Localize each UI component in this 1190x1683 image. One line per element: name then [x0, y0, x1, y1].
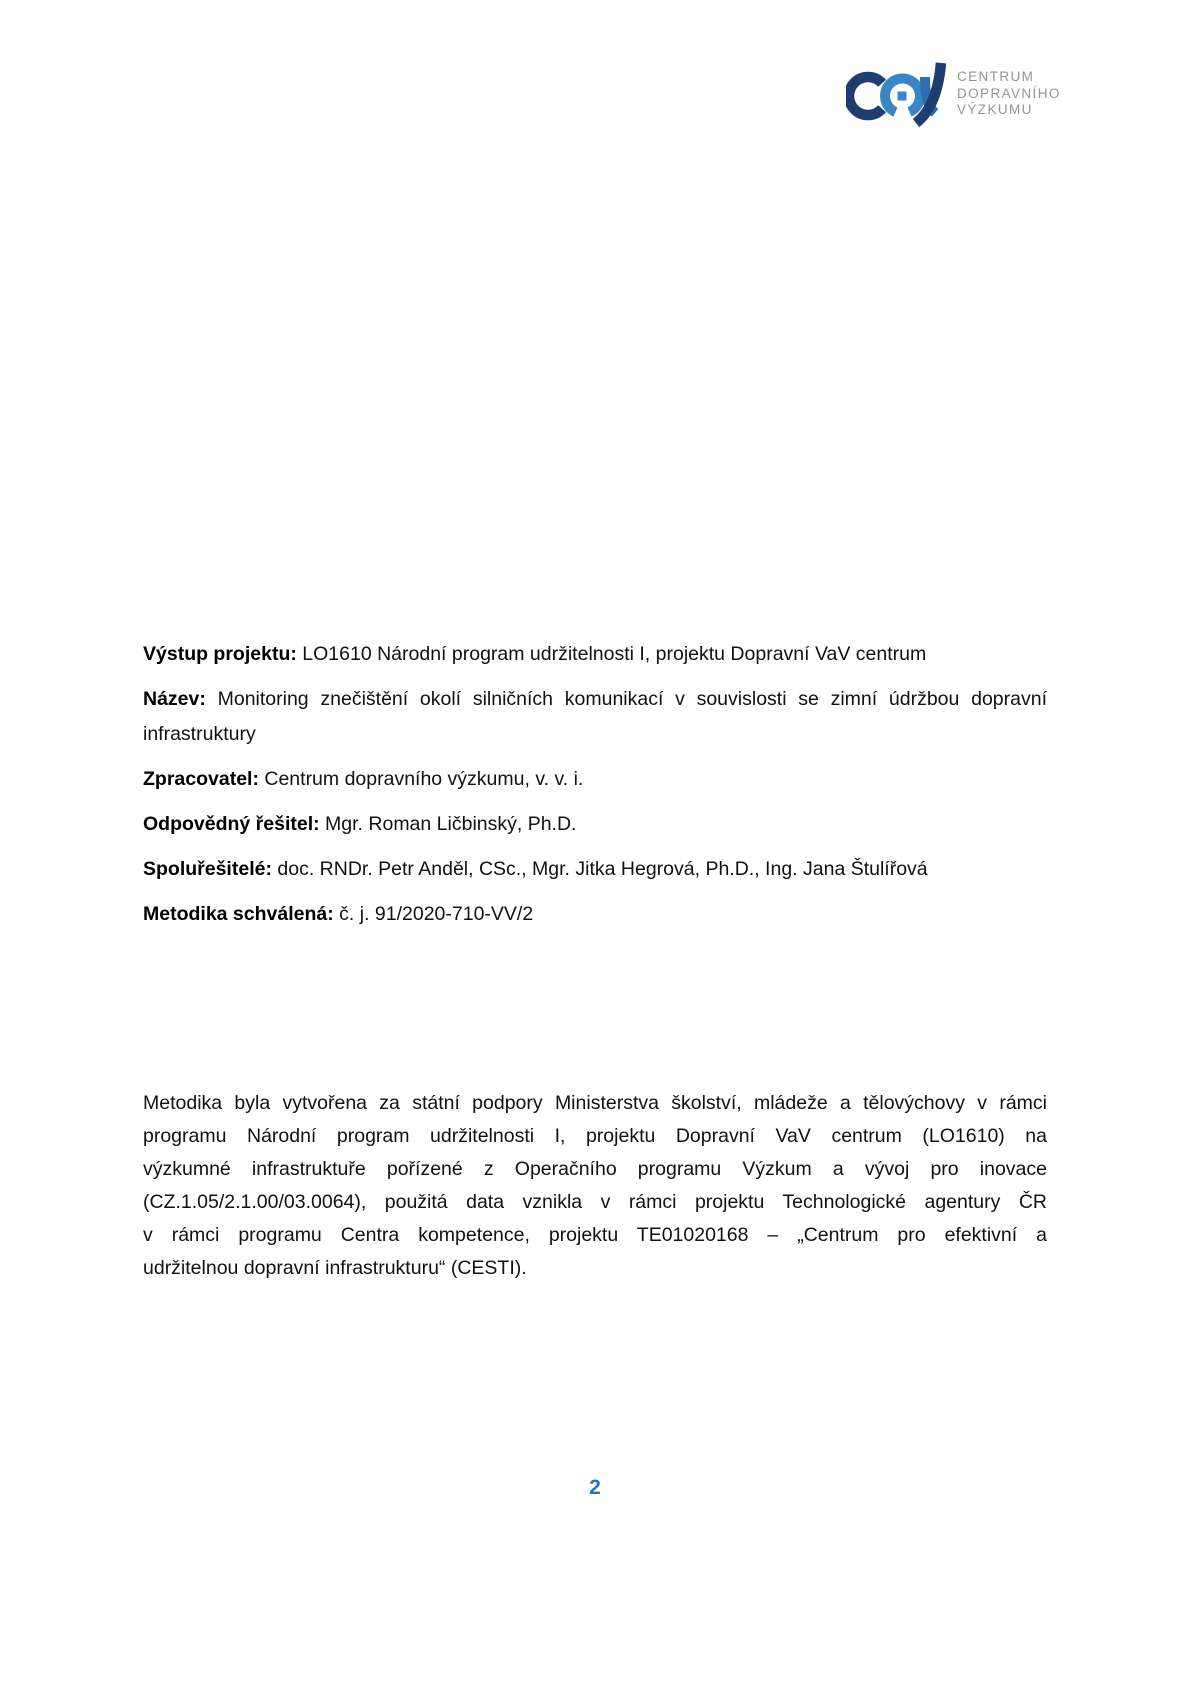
logo-line-3: VÝZKUMU	[957, 102, 1033, 118]
meta-co-researchers	[143, 852, 1047, 887]
meta-title-value: Monitoring znečištění okolí silničních komunikací v souvislosti se zimní údržbou dopravní infrastruktury	[143, 688, 1047, 745]
meta-approval	[143, 897, 1047, 932]
funding-line: udržitelnou dopravní infrastrukturu“ (CESTI).	[143, 1257, 527, 1279]
meta-output	[143, 637, 1047, 672]
cdv-logo-wordmark	[957, 69, 1061, 119]
meta-title	[143, 682, 1047, 752]
meta-processor-value: Centrum dopravního výzkumu, v. v. i.	[264, 768, 584, 790]
meta-lead-researcher-label: Odpovědný řešitel:	[143, 813, 320, 835]
meta-lead-researcher-value: Mgr. Roman Ličbinský, Ph.D.	[325, 813, 577, 835]
meta-approval-value: č. j. 91/2020-710-VV/2	[339, 903, 534, 925]
funding-line: v rámci programu Centra kompetence, projektu TE01020168 – „Centrum pro efektivní a	[143, 1224, 1047, 1246]
meta-lead-researcher	[143, 807, 1047, 842]
project-metadata	[143, 637, 1047, 942]
meta-output-value: LO1610 Národní program udržitelnosti I, projektu Dopravní VaV centrum	[302, 643, 927, 665]
cdv-logo	[846, 60, 1061, 128]
funding-paragraph	[143, 1087, 1047, 1285]
meta-title-label: Název:	[143, 688, 206, 710]
funding-line: Metodika byla vytvořena za státní podpory Ministerstva školství, mládeže a tělovýchovy v rámci	[143, 1092, 1047, 1114]
cdv-logo-icon	[846, 60, 946, 128]
meta-co-researchers-value: doc. RNDr. Petr Anděl, CSc., Mgr. Jitka Hegrová, Ph.D., Ing. Jana Štulířová	[277, 858, 928, 880]
meta-approval-label: Metodika schválená:	[143, 903, 334, 925]
funding-line: výzkumné infrastruktuře pořízené z Operačního programu Výzkum a vývoj pro inovace	[143, 1158, 1047, 1180]
meta-co-researchers-label: Spoluřešitelé:	[143, 858, 272, 880]
funding-line: programu Národní program udržitelnosti I, projektu Dopravní VaV centrum (LO1610) na	[143, 1125, 1047, 1147]
meta-processor	[143, 762, 1047, 797]
funding-line: (CZ.1.05/2.1.00/03.0064), použitá data vznikla v rámci projektu Technologické agentury ČR	[143, 1191, 1047, 1213]
logo-line-1: CENTRUM	[957, 69, 1035, 85]
meta-processor-label: Zpracovatel:	[143, 768, 259, 790]
logo-line-2: DOPRAVNÍHO	[957, 85, 1061, 101]
meta-output-label: Výstup projektu:	[143, 643, 297, 665]
page-number: 2	[589, 1476, 601, 1499]
